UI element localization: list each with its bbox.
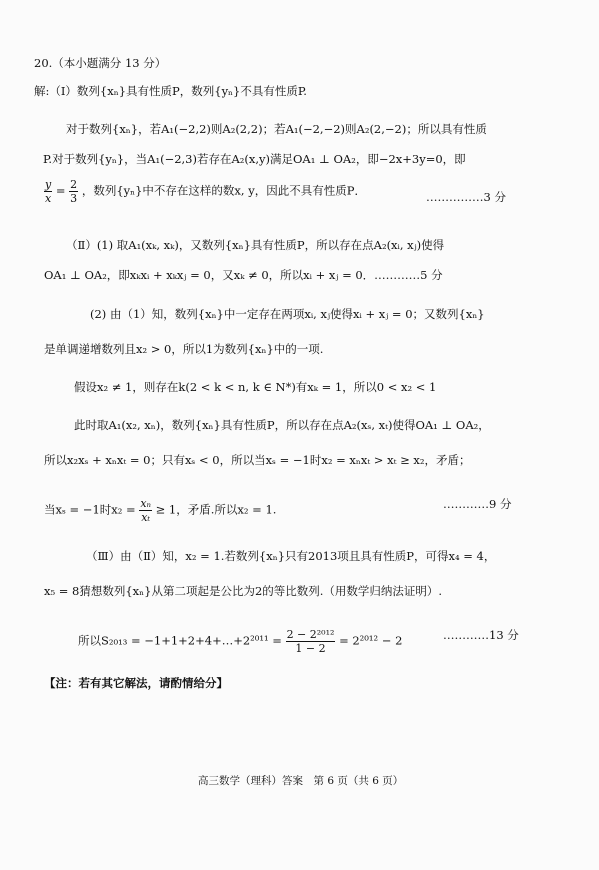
solution-contradiction-2 [44,497,276,524]
fraction-sum: $\frac{\text{2 − 2²⁰¹²}}{1 - 2}$ [286,628,335,655]
solution-assumption: 假设x₂ ≠ 1，则存在k(2 < k < n, k ∈ N*)有xₖ = 1，所以0 < x₂ < 1 [74,380,437,394]
solution-contradiction-2-lead: 当xₛ = −1时x₂ = [44,502,136,517]
grading-note: 【注：若有其它解法，请酌情给分】 [44,676,228,690]
solution-contradiction-1: 所以x₂xₛ + xₙxₜ = 0；只有xₛ < 0，所以当xₛ = −1时x₂ = xₙxₜ > xₜ ≥ x₂，矛盾； [44,453,471,467]
score-3: ……………3 分 [426,190,506,204]
solution-line-fraction: $\frac{y}{x}$ = $\frac{2}{3}$ ，数列{yₙ}中不存在这样的数x, y，因此不具有性质P． [45,178,366,205]
solution-part-3: （Ⅲ）由（Ⅱ）知，x₂ = 1.若数列{xₙ}只有2013项且具有性质P，可得x₄ = 4， [86,549,496,563]
fraction-xn-over-xt: $\frac{\text{xₙ}}{\text{xₜ}}$ [140,497,151,524]
solution-contradiction-2-tail: ≥ 1，矛盾.所以x₂ = 1. [155,502,277,517]
score-9: …………9 分 [443,497,512,511]
score-13: …………13 分 [443,628,519,642]
fraction-y-over-x: $\frac{y}{x}$ [45,178,52,205]
solution-line-fraction-text: ，数列{yₙ}中不存在这样的数x, y，因此不具有性质P． [81,183,366,198]
solution-sum-lead: 所以S₂₀₁₃ = −1+1+2+4+…+2²⁰¹¹ = [78,633,282,648]
solution-part-2-1: （Ⅱ）(1) 取A₁(xₖ, xₖ)，又数列{xₙ}具有性质P，所以存在点A₂(xᵢ, xⱼ)使得 [66,238,445,252]
solution-part-2-2: (2) 由（1）知，数列{xₙ}中一定存在两项xᵢ, xⱼ使得xᵢ + xⱼ = 0；又数列{xₙ} [90,307,485,321]
solution-part-2-2-cont: 是单调递增数列且x₂ > 0，所以1为数列{xₙ}中的一项. [44,342,324,356]
solution-line-y-condition: P.对于数列{yₙ}，当A₁(−2,3)若存在A₂(x,y)满足OA₁ ⊥ OA₂，即−2x+3y=0，即 [43,152,466,166]
solution-choose-point: 此时取A₁(x₂, xₙ)，数列{xₙ}具有性质P，所以存在点A₂(xₛ, xₜ)使得OA₁ ⊥ OA₂， [74,418,490,432]
page-footer: 高三数学（理科）答案 第 6 页（共 6 页） [198,775,404,787]
solution-line-x-example: 对于数列{xₙ}，若A₁(−2,2)则A₂(2,2)；若A₁(−2,−2)则A₂(2,−2)；所以具有性质 [66,122,487,136]
solution-sum-result: = 2²⁰¹² − 2 [339,633,403,648]
fraction-two-thirds: $\frac{2}{3}$ [70,178,78,205]
solution-part-3-conjecture: x₅ = 8猜想数列{xₙ}从第二项起是公比为2的等比数列.（用数学归纳法证明）. [44,584,443,598]
solution-sum [78,628,402,655]
solution-part-1-intro: 解:（Ⅰ）数列{xₙ}具有性质P，数列{yₙ}不具有性质P. [34,84,307,98]
solution-part-2-1-cont: OA₁ ⊥ OA₂，即xₖxᵢ + xₖxⱼ = 0，又xₖ ≠ 0，所以xᵢ + xⱼ = 0．…………5 分 [44,268,443,282]
problem-header: 20.（本小题满分 13 分） [34,56,167,70]
